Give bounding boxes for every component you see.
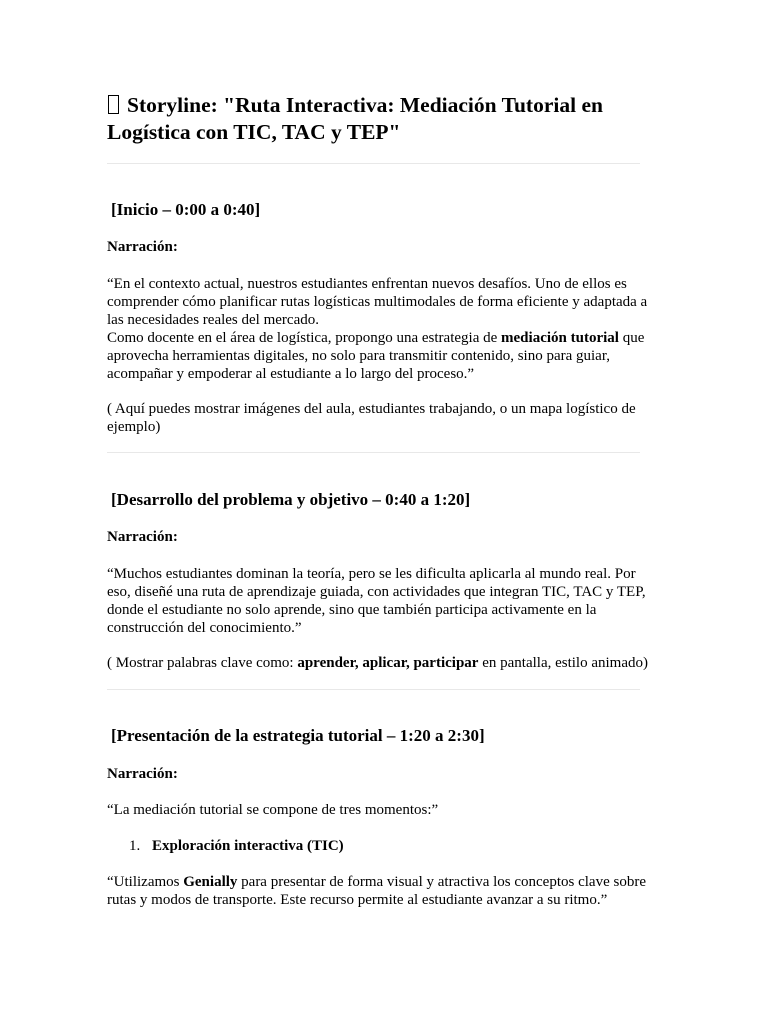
narration-label: Narración:	[107, 766, 178, 782]
production-note: ( Aquí puedes mostrar imágenes del aula, estudiantes trabajando, o un mapa logístico de ejemplo)	[107, 401, 636, 435]
section-divider	[107, 689, 640, 690]
note-text: en pantalla, estilo animado)	[478, 655, 648, 671]
missing-glyph-icon	[108, 95, 119, 114]
note-text: ( Mostrar palabras clave como:	[107, 655, 298, 671]
list-item-label: Exploración interactiva (TIC)	[152, 838, 344, 854]
section-heading-inicio: [Inicio – 0:00 a 0:40]	[111, 200, 261, 219]
narration-paragraph	[107, 275, 655, 383]
section-divider	[107, 163, 640, 164]
narration-text: para presentar de forma visual y atractiva los conceptos clave sobre rutas y modos de transporte. Este recurso permite al estudiante avanzar a su ritmo.”	[107, 874, 646, 908]
narration-label: Narración:	[107, 239, 178, 255]
emphasis-text: Genially	[183, 874, 238, 890]
production-note	[107, 654, 655, 672]
emphasis-text: mediación tutorial	[501, 330, 619, 346]
section-heading-presentacion: [Presentación de la estrategia tutorial – 1:20 a 2:30]	[111, 726, 485, 745]
narration-text: Como docente en el área de logística, propongo una estrategia de	[107, 330, 502, 346]
narration-text: “En el contexto actual, nuestros estudiantes enfrentan nuevos desafíos. Uno de ellos es comprender cómo planificar rutas logísticas multimodales de forma eficiente y adaptada a las necesidades reales del mercado.	[107, 276, 648, 328]
narration-paragraph	[107, 873, 655, 909]
narration-label: Narración:	[107, 529, 178, 545]
emphasis-text: aprender, aplicar, participar	[297, 655, 479, 671]
narration-text: que aprovecha herramientas digitales, no solo para transmitir contenido, sino para guiar, acompañar y empoderar al estudiante a lo largo del proceso.”	[107, 330, 645, 382]
section-divider	[107, 452, 640, 453]
narration-paragraph: “Muchos estudiantes dominan la teoría, pero se les dificulta aplicarla al mundo real. Por eso, diseñé una ruta de aprendizaje guiada, con actividades que integran TIC, TAC y TEP, donde el estudiante no solo aprende, sino que también participa activamente en la construcción del conocimiento.”	[107, 566, 646, 636]
narration-text: “Utilizamos	[107, 874, 184, 890]
list-item	[129, 837, 344, 855]
section-heading-desarrollo: [Desarrollo del problema y objetivo – 0:40 a 1:20]	[111, 490, 471, 509]
list-number: 1.	[129, 838, 141, 854]
document-title	[107, 92, 647, 146]
document-title-text: Storyline: "Ruta Interactiva: Mediación Tutorial en Logística con TIC, TAC y TEP"	[107, 93, 603, 144]
narration-paragraph: “La mediación tutorial se compone de tres momentos:”	[107, 802, 439, 818]
